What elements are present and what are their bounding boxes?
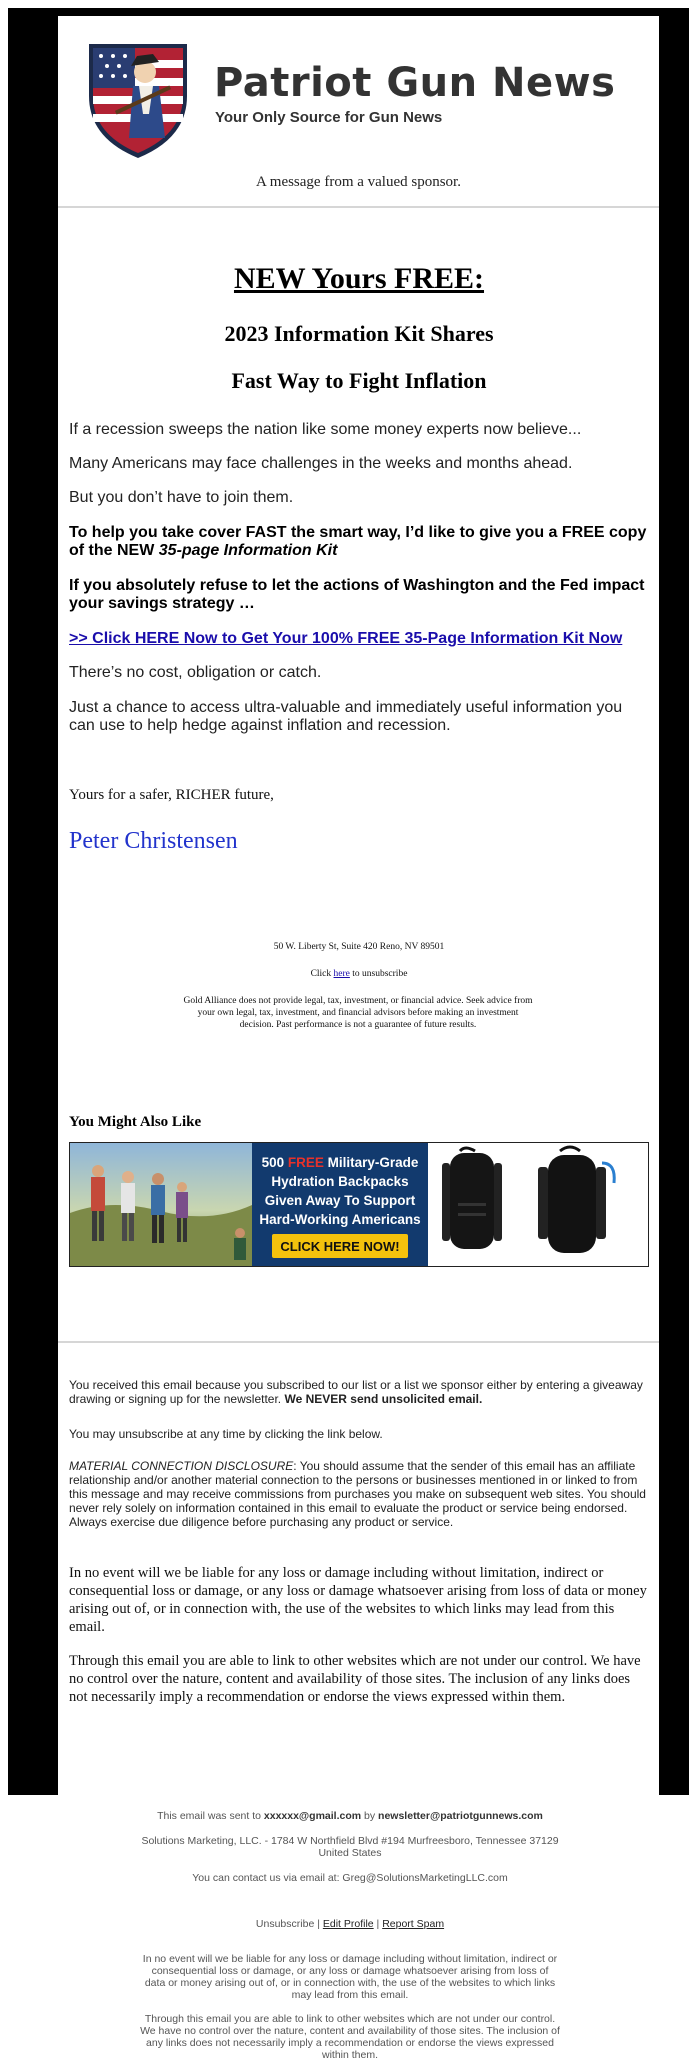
footer-sep-1: |: [314, 1918, 323, 1930]
footer-links: [140, 1918, 560, 1930]
ad-button-label[interactable]: CLICK HERE NOW!: [280, 1239, 400, 1254]
footer-sep-2: |: [373, 1918, 383, 1930]
body-paragraph-4-a: To help you take cover FAST the smart way, I’d like to give you a FREE copy of the NEW: [69, 524, 647, 559]
body-paragraph-2: Many Americans may face challenges in the weeks and months ahead.: [69, 455, 573, 472]
brand-tagline: Your Only Source for Gun News: [215, 109, 443, 126]
also-like-heading: You Might Also Like: [69, 1114, 202, 1130]
headline-line2-text: 2023 Information Kit Shares: [224, 321, 494, 346]
backpack-image-1: [442, 1148, 502, 1249]
sponsor-note: A message from a valued sponsor.: [256, 174, 461, 190]
company-address: Solutions Marketing, LLC. - 1784 W Northfield Blvd #194 Murfreesboro, Tennessee 37129 United States: [141, 1835, 559, 1859]
disclosure-text: : You should assume that the sender of this email has an affiliate relationship and/or another material connection to the persons or businesses mentioned in or linked to from this message and may receive commissions from purchases you make on subsequent web sites. You should never rely solely on information contained in this email to evaluate the product or service being endorsed. Always exercise due diligence before purchasing any product or service.: [69, 1459, 646, 1529]
header-divider: [58, 206, 659, 208]
legal-paragraph-1-b: We NEVER send unsolicited email.: [284, 1392, 483, 1406]
legal-paragraph-5: Through this email you are able to link to other websites which are not under our control. We have no control over the nature, content and availability of those sites. The inclusion of any links does not necessarily imply a recommendation or endorse the views expressed within them.: [69, 1653, 641, 1705]
ad-banner-graphic: [70, 1143, 648, 1266]
patriot-shield-logo: [83, 38, 193, 162]
body-paragraph-1: If a recession sweeps the nation like some money experts now believe...: [69, 421, 582, 438]
email-frame: [8, 8, 689, 1795]
cta-link-container: [69, 630, 649, 648]
ad-line-1: 500 FREE Military-Grade: [261, 1155, 419, 1170]
sent-pre: This email was sent to: [157, 1810, 264, 1822]
edit-profile-link[interactable]: Edit Profile: [322, 1918, 374, 1930]
brand-title: Patriot Gun News: [214, 60, 616, 106]
hydration-backpack-ad-banner[interactable]: [69, 1142, 649, 1267]
cta-link[interactable]: >> Click HERE Now to Get Your 100% FREE 35-Page Information Kit Now: [69, 630, 623, 647]
outer-disclaimer-1: In no event will we be liable for any loss or damage including without limitation, indirect or consequential loss or damage, or any loss or damage whatsoever arising from loss of data or money arising out of, or in connection with, the use of the websites to which links may lead from this email.: [142, 1953, 558, 2001]
body-paragraph-3: But you don’t have to join them.: [69, 489, 294, 506]
recipient-email: xxxxxx@gmail.com: [263, 1810, 362, 1822]
sponsor-unsubscribe: [69, 968, 649, 980]
outer-disclaimer-2: Through this email you are able to link to other websites which are not under our control. We have no control over the nature, content and availability of those sites. The inclusion of any links does not necessarily imply a recommendation or endorse the views expressed within them.: [140, 2013, 560, 2061]
sent-to-line: [140, 1810, 560, 1822]
body-paragraph-4: [69, 524, 649, 560]
headline-line3: [69, 368, 649, 394]
legal-divider: [58, 1341, 659, 1343]
headline-main: [69, 262, 649, 296]
sender-email: newsletter@patriotgunnews.com: [378, 1810, 543, 1822]
legal-paragraph-1: [69, 1378, 649, 1406]
signature: Peter Christensen: [69, 828, 238, 854]
legal-paragraph-2: You may unsubscribe at any time by clicking the link below.: [69, 1427, 383, 1441]
email-body: [58, 16, 659, 1803]
body-paragraph-5: If you absolutely refuse to let the actions of Washington and the Fed impact your savings strategy …: [69, 577, 645, 612]
body-paragraph-4-b: 35-page Information Kit: [158, 542, 338, 559]
ad-line-2: Hydration Backpacks: [271, 1174, 409, 1189]
headline-line2: [69, 321, 649, 347]
unsub-pre: Click: [310, 969, 334, 979]
unsubscribe-link[interactable]: Unsubscribe: [255, 1918, 315, 1930]
contact-line: You can contact us via email at: Greg@SolutionsMarketingLLC.com: [192, 1872, 508, 1884]
ad-line-3: Given Away To Support: [264, 1193, 416, 1208]
closing-line: Yours for a safer, RICHER future,: [69, 787, 274, 803]
sent-mid: by: [361, 1810, 379, 1822]
legal-paragraph-4: In no event will we be liable for any loss or damage including without limitation, indirect or consequential loss or damage, or any loss or damage whatsoever arising from loss of data or money arising out of, or in connection with, the use of the websites to which links may lead from this email.: [69, 1565, 647, 1635]
body-paragraph-7: Just a chance to access ultra-valuable and immediately useful information you can use to help hedge against inflation and recession.: [69, 699, 623, 734]
sponsor-address: 50 W. Liberty St, Suite 420 Reno, NV 89501: [273, 942, 445, 952]
ad-line-4: Hard-Working Americans: [259, 1212, 421, 1227]
sponsor-disclaimer: Gold Alliance does not provide legal, tax, investment, or financial advice. Seek advice from your own legal, tax, investment, and financial advisors before making an investment decision. Past performance is not a guarantee of future results.: [183, 996, 533, 1030]
body-paragraph-6: There’s no cost, obligation or catch.: [69, 664, 322, 681]
legal-paragraph-1-a: You received this email because you subscribed to our list or a list we sponsor either by entering a giveaway drawing or signing up for the newsletter.: [69, 1378, 643, 1406]
unsubscribe-here-link[interactable]: here: [333, 969, 350, 979]
newsletter-header: [58, 16, 659, 206]
disclosure-label: MATERIAL CONNECTION DISCLOSURE: [69, 1459, 294, 1473]
unsub-post: to unsubscribe: [349, 969, 408, 979]
legal-paragraph-3: [69, 1459, 649, 1529]
headline-line3-text: Fast Way to Fight Inflation: [231, 368, 487, 393]
report-spam-link[interactable]: Report Spam: [382, 1918, 445, 1930]
headline-main-text: NEW Yours FREE:: [233, 262, 485, 295]
